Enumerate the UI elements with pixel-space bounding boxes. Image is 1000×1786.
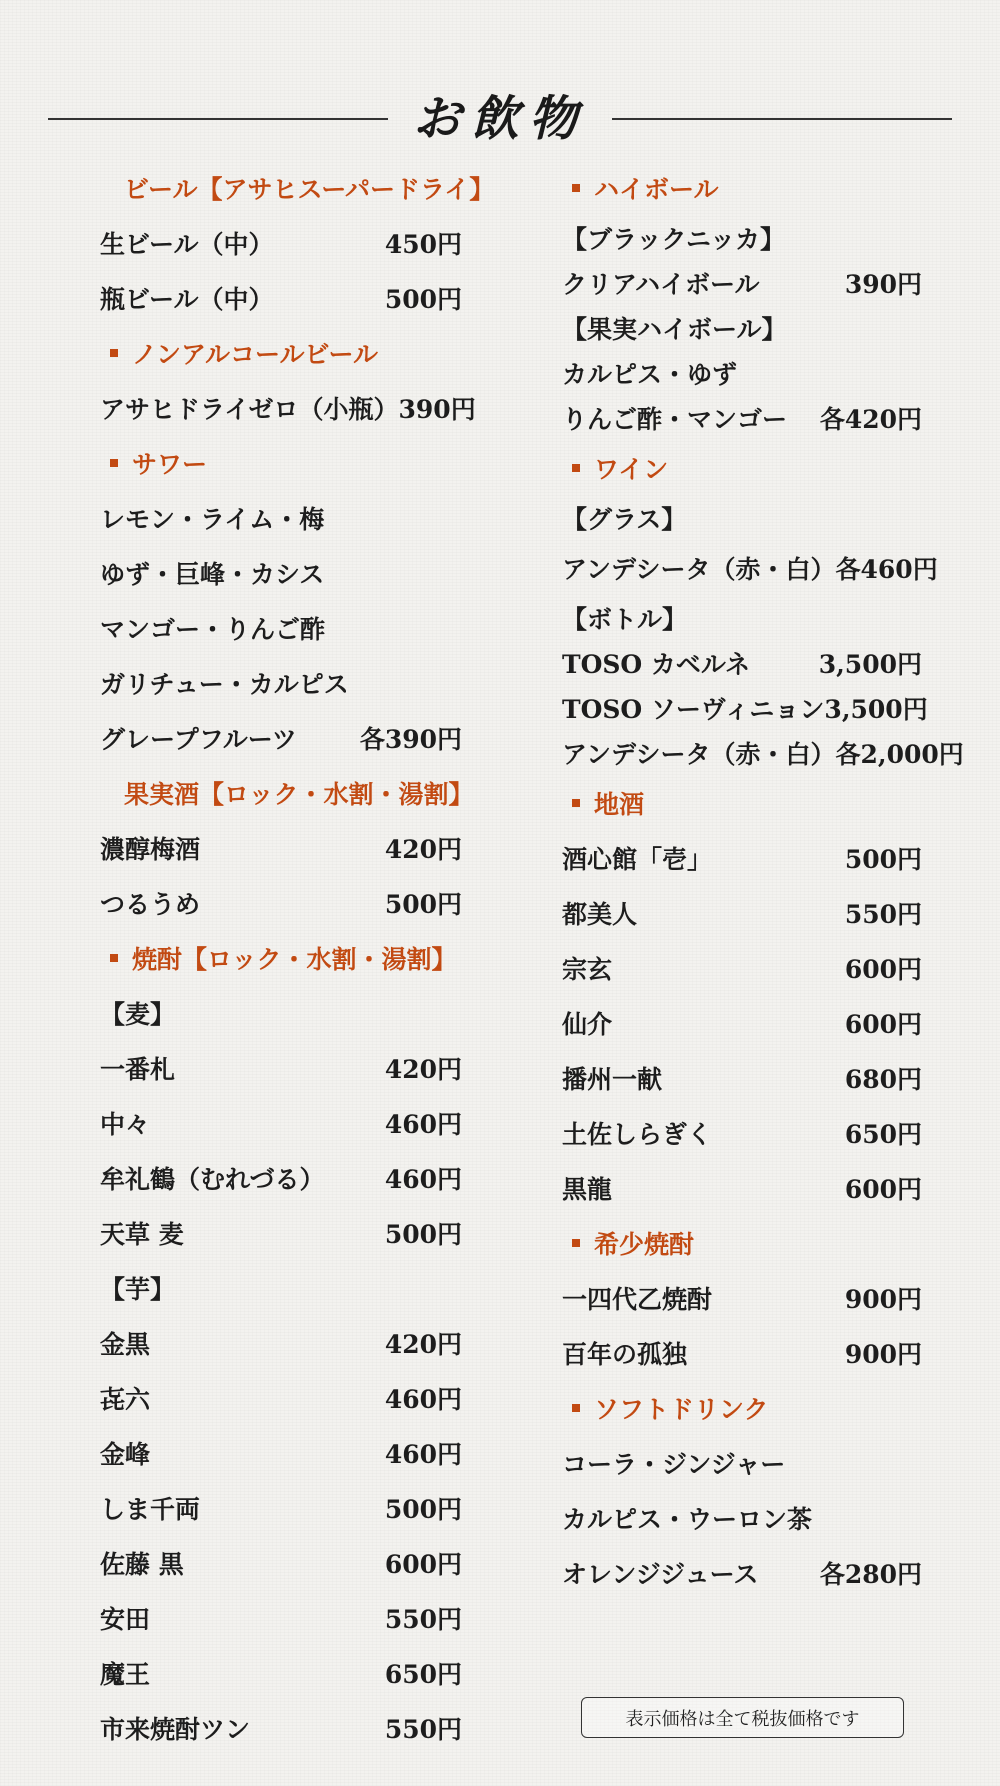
item-name: 牟礼鶴（むれづる） — [100, 1164, 325, 1194]
menu-item — [100, 655, 462, 710]
menu-header — [48, 80, 952, 150]
subcategory-label: 【果実ハイボール】 — [562, 314, 787, 344]
item-name: アンデシータ（赤・白） — [562, 739, 836, 769]
menu-item — [562, 395, 922, 440]
item-price: 各2,000円 — [835, 739, 964, 769]
menu-item — [562, 730, 964, 775]
item-name: 一番札 — [100, 1054, 176, 1084]
section-title: 果実酒【ロック・水割・湯割】 — [124, 779, 474, 809]
title-divider-right — [612, 118, 952, 120]
menu-item — [100, 1315, 462, 1370]
menu-item — [562, 1050, 922, 1105]
item-name: 㐂六 — [100, 1384, 151, 1414]
item-price: 460円 — [384, 1439, 462, 1469]
item-name: アンデシータ（赤・白） — [562, 554, 836, 584]
item-price: 460円 — [384, 1384, 462, 1414]
item-price: 各280円 — [819, 1559, 922, 1589]
menu-item — [562, 1270, 922, 1325]
menu-item — [100, 1480, 462, 1535]
menu-item — [100, 270, 462, 325]
item-name: TOSO ソーヴィニョン — [562, 694, 825, 724]
menu-item — [562, 940, 922, 995]
menu-item — [562, 995, 922, 1050]
square-bullet-icon — [110, 954, 118, 962]
menu-item — [562, 830, 922, 885]
subcategory-label: 【芋】 — [100, 1274, 176, 1304]
item-name: 土佐しらぎく — [562, 1119, 713, 1149]
menu-item — [562, 1160, 922, 1215]
square-bullet-icon — [572, 799, 580, 807]
item-price: 650円 — [844, 1119, 922, 1149]
subcategory-label: 【グラス】 — [562, 504, 687, 534]
item-price: 各420円 — [819, 404, 922, 434]
item-name: 濃醇梅酒 — [100, 834, 201, 864]
item-name: マンゴー・りんご酢 — [100, 614, 326, 644]
menu-item — [562, 1325, 922, 1380]
item-name: 黒龍 — [562, 1174, 613, 1204]
menu-item — [100, 820, 462, 875]
section-title: ワイン — [594, 454, 669, 484]
menu-item — [100, 1040, 462, 1095]
section-heading — [100, 160, 495, 215]
item-name: クリアハイボール — [562, 269, 760, 299]
page-title: お飲物 — [412, 91, 587, 147]
menu-item — [100, 380, 476, 435]
item-name: 天草 麦 — [100, 1219, 184, 1249]
item-price: 500円 — [844, 844, 922, 874]
square-bullet-icon — [572, 184, 580, 192]
item-price: 390円 — [398, 394, 476, 424]
section-title: ノンアルコールビール — [132, 339, 379, 369]
item-name: 魔王 — [100, 1659, 151, 1689]
item-name: TOSO カベルネ — [562, 649, 751, 679]
menu-item — [562, 685, 928, 730]
section-title: 地酒 — [594, 789, 645, 819]
section-heading — [100, 325, 462, 380]
item-name: 仙介 — [562, 1009, 613, 1039]
menu-item — [100, 1205, 462, 1260]
item-price: 600円 — [384, 1549, 462, 1579]
item-price: 390円 — [844, 269, 922, 299]
item-price: 3,500円 — [824, 694, 928, 724]
menu-item — [562, 260, 922, 305]
section-heading — [562, 1215, 922, 1270]
section-title: ソフトドリンク — [594, 1394, 769, 1424]
item-price: 460円 — [384, 1164, 462, 1194]
item-name: 金黒 — [100, 1329, 151, 1359]
section-title: 希少焼酎 — [594, 1229, 695, 1259]
left-menu-column — [100, 160, 495, 1755]
item-name: ガリチュー・カルピス — [100, 669, 349, 699]
item-price: 420円 — [384, 1329, 462, 1359]
menu-item — [562, 640, 922, 685]
section-heading — [562, 1380, 922, 1435]
item-price: 420円 — [384, 834, 462, 864]
menu-item — [100, 1645, 462, 1700]
item-price: 550円 — [844, 899, 922, 929]
item-name: 金峰 — [100, 1439, 151, 1469]
item-name: 都美人 — [562, 899, 638, 929]
item-price: 550円 — [384, 1604, 462, 1634]
item-price: 450円 — [384, 229, 462, 259]
item-name: 百年の孤独 — [562, 1339, 688, 1369]
item-name: 播州一献 — [562, 1064, 663, 1094]
item-name: レモン・ライム・梅 — [100, 504, 325, 534]
item-price: 550円 — [384, 1714, 462, 1744]
section-title: 焼酎【ロック・水割・湯割】 — [132, 944, 457, 974]
item-name: アサヒドライゼロ（小瓶） — [100, 394, 399, 424]
item-name: つるうめ — [100, 889, 201, 919]
item-name: 酒心館「壱」 — [562, 844, 713, 874]
subcategory-label: 【ボトル】 — [562, 604, 688, 634]
menu-item — [100, 1370, 462, 1425]
item-name: 生ビール（中） — [100, 229, 274, 259]
item-price: 500円 — [384, 284, 462, 314]
item-price: 各460円 — [835, 554, 938, 584]
square-bullet-icon — [110, 349, 118, 357]
tax-note: 表示価格は全て税抜価格です — [581, 1697, 904, 1738]
item-price: 500円 — [384, 1219, 462, 1249]
item-name: オレンジジュース — [562, 1559, 759, 1589]
section-title: ビール【アサヒスーパードライ】 — [124, 174, 495, 204]
item-name: カルピス・ゆず — [562, 359, 738, 389]
menu-item — [100, 1095, 462, 1150]
menu-item — [562, 540, 938, 595]
section-title: サワー — [132, 449, 208, 479]
right-menu-column — [562, 160, 964, 1600]
square-bullet-icon — [572, 1404, 580, 1412]
menu-item — [562, 350, 922, 395]
item-name: グレープフルーツ — [100, 724, 297, 754]
item-name: 安田 — [100, 1604, 151, 1634]
menu-item — [100, 490, 462, 545]
item-name: 一四代乙焼酎 — [562, 1284, 713, 1314]
square-bullet-icon — [110, 459, 118, 467]
item-price: 460円 — [384, 1109, 462, 1139]
item-name: 瓶ビール（中） — [100, 284, 274, 314]
menu-item — [562, 1435, 922, 1490]
item-price: 680円 — [844, 1064, 922, 1094]
item-name: 市来焼酎ツン — [100, 1714, 251, 1744]
item-price: 500円 — [384, 889, 462, 919]
item-name: 宗玄 — [562, 954, 613, 984]
menu-item — [100, 1700, 462, 1755]
item-price: 各390円 — [359, 724, 462, 754]
menu-item — [562, 885, 922, 940]
item-name: ゆず・巨峰・カシス — [100, 559, 325, 589]
item-price: 500円 — [384, 1494, 462, 1524]
menu-item — [100, 600, 462, 655]
menu-item — [100, 215, 462, 270]
section-title: ハイボール — [594, 174, 719, 204]
menu-item — [100, 1590, 462, 1645]
menu-item — [100, 1535, 462, 1590]
item-price: 3,500円 — [818, 649, 922, 679]
menu-item — [100, 1425, 462, 1480]
subcategory-label: 【麦】 — [100, 999, 176, 1029]
menu-item — [100, 875, 462, 930]
menu-item — [100, 1150, 462, 1205]
section-heading — [562, 160, 922, 215]
menu-item — [562, 1490, 922, 1545]
section-heading — [562, 440, 922, 495]
menu-item — [100, 545, 462, 600]
section-heading — [562, 775, 922, 830]
item-price: 600円 — [844, 954, 922, 984]
item-price: 600円 — [844, 1174, 922, 1204]
menu-item — [100, 710, 462, 765]
section-heading — [100, 435, 462, 490]
item-price: 650円 — [384, 1659, 462, 1689]
item-price: 900円 — [844, 1284, 922, 1314]
square-bullet-icon — [572, 464, 580, 472]
item-name: りんご酢・マンゴー — [562, 404, 788, 434]
item-name: カルピス・ウーロン茶 — [562, 1504, 813, 1534]
item-name: 佐藤 黒 — [100, 1549, 184, 1579]
item-price: 900円 — [844, 1339, 922, 1369]
square-bullet-icon — [572, 1239, 580, 1247]
item-price: 600円 — [844, 1009, 922, 1039]
section-heading — [100, 930, 462, 985]
item-name: しま千両 — [100, 1494, 201, 1524]
menu-item — [562, 1105, 922, 1160]
item-price: 420円 — [384, 1054, 462, 1084]
section-heading — [100, 765, 474, 820]
menu-item — [562, 1545, 922, 1600]
item-name: 中々 — [100, 1109, 151, 1139]
subcategory-label: 【ブラックニッカ】 — [562, 224, 786, 254]
item-name: コーラ・ジンジャー — [562, 1449, 786, 1479]
